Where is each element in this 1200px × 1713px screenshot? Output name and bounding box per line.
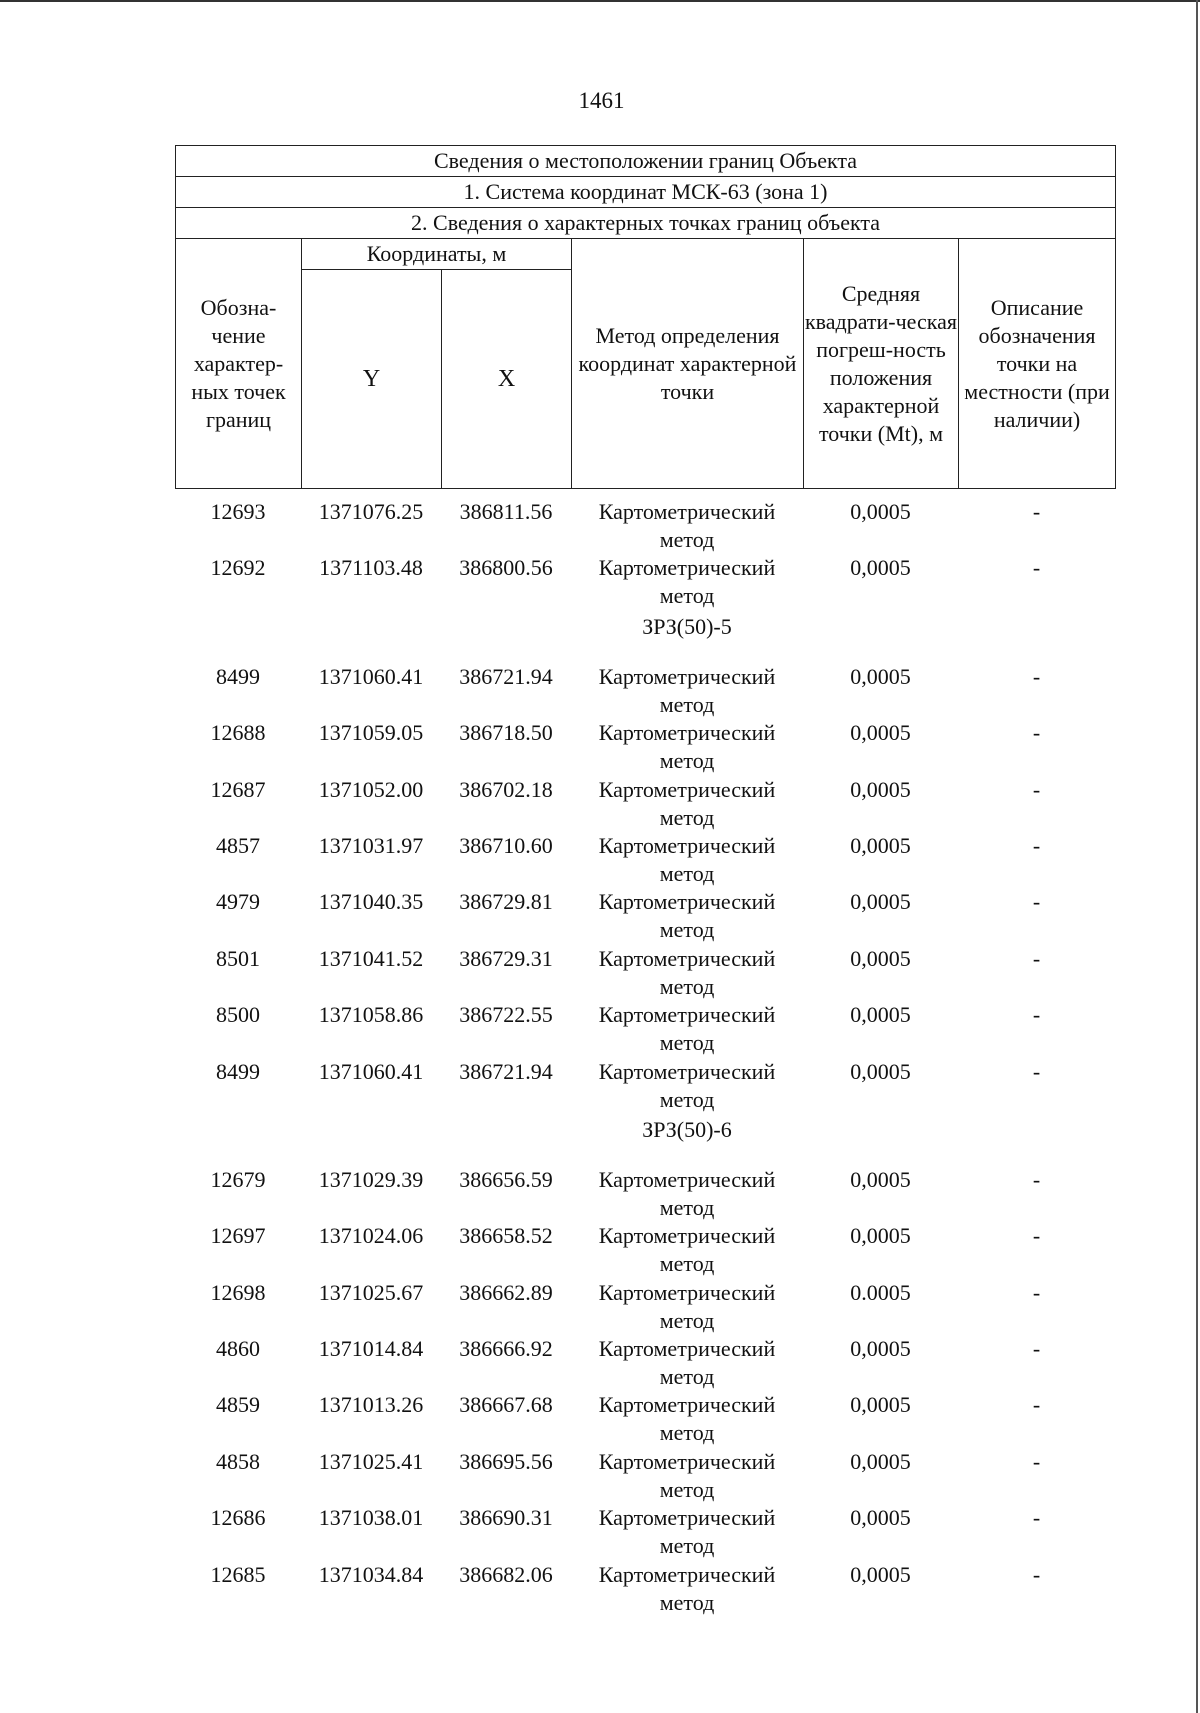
description: -	[1032, 1336, 1041, 1362]
method: Картометрический метод	[598, 1392, 776, 1446]
row-group-2	[175, 663, 1115, 1114]
error-mt: 0,0005	[850, 1336, 911, 1362]
description: -	[1032, 663, 1041, 689]
coord-x: 386702.18	[459, 776, 553, 802]
table-row	[175, 1058, 1115, 1114]
point-id: 12686	[210, 1505, 266, 1531]
col-description: Описание обозначения точки на местности (при наличии)	[959, 239, 1116, 489]
coord-x: 386800.56	[459, 555, 553, 581]
coord-x: 386690.31	[459, 1505, 553, 1531]
table-row	[175, 663, 1115, 719]
error-mt: 0,0005	[850, 776, 911, 802]
coord-x: 386729.31	[459, 945, 553, 971]
table-row	[175, 945, 1115, 1001]
description: -	[1032, 776, 1041, 802]
col-designation: Обозна-чение характер-ных точек границ	[176, 239, 302, 489]
description: -	[1032, 1223, 1041, 1249]
coord-y: 1371031.97	[318, 832, 424, 858]
method: Картометрический метод	[598, 1336, 776, 1390]
table-row	[175, 1166, 1115, 1222]
col-method: Метод определения координат характерной точки	[572, 239, 804, 489]
section-heading	[175, 1114, 1115, 1166]
row-group-1	[175, 498, 1115, 611]
description: -	[1032, 1392, 1041, 1418]
method: Картометрический метод	[598, 832, 776, 886]
table-row	[175, 888, 1115, 944]
method: Картометрический метод	[598, 499, 776, 552]
description: -	[1032, 1002, 1041, 1028]
point-id: 12698	[210, 1279, 266, 1305]
coord-y: 1371034.84	[318, 1561, 424, 1587]
table-row	[175, 776, 1115, 832]
method: Картометрический метод	[598, 1166, 776, 1220]
error-mt: 0,0005	[850, 663, 911, 689]
row-group-3	[175, 1166, 1115, 1617]
header-table	[175, 145, 1116, 489]
coord-y: 1371040.35	[318, 889, 424, 915]
error-mt: 0,0005	[850, 720, 911, 746]
method: Картометрический метод	[598, 889, 776, 943]
method: Картометрический метод	[598, 1058, 776, 1112]
description: -	[1032, 1561, 1041, 1587]
table-row	[175, 1391, 1115, 1447]
error-mt: 0,0005	[850, 945, 911, 971]
error-mt: 0.0005	[850, 1279, 911, 1305]
error-mt: 0,0005	[850, 1223, 911, 1249]
point-id: 8501	[216, 945, 260, 971]
point-id: 12679	[210, 1166, 266, 1192]
table-row	[175, 1001, 1115, 1057]
description: -	[1032, 1505, 1041, 1531]
description: -	[1032, 1166, 1041, 1192]
method: Картометрический метод	[598, 1505, 776, 1559]
method: Картометрический метод	[598, 776, 776, 830]
method: Картометрический метод	[598, 1223, 776, 1277]
coordinate-system: 1. Система координат МСК-63 (зона 1)	[176, 177, 1116, 208]
table-row	[175, 1561, 1115, 1617]
coord-y: 1371025.41	[318, 1448, 424, 1474]
coord-y: 1371059.05	[318, 720, 424, 746]
coord-x: 386682.06	[459, 1561, 553, 1587]
coord-x: 386729.81	[459, 889, 553, 915]
col-x: X	[442, 270, 572, 489]
point-id: 12692	[210, 555, 266, 581]
point-id: 12688	[210, 720, 266, 746]
description: -	[1032, 1058, 1041, 1084]
description: -	[1032, 889, 1041, 915]
point-id: 8499	[216, 663, 260, 689]
coord-x: 386721.94	[459, 1058, 553, 1084]
coord-x: 386695.56	[459, 1448, 553, 1474]
coord-x: 386658.52	[459, 1223, 553, 1249]
coord-y: 1371029.39	[318, 1166, 424, 1192]
coord-y: 1371103.48	[319, 555, 423, 581]
error-mt: 0,0005	[850, 499, 911, 524]
coord-x: 386710.60	[459, 832, 553, 858]
description: -	[1032, 1448, 1041, 1474]
point-id: 12697	[210, 1223, 266, 1249]
coord-x: 386656.59	[459, 1166, 553, 1192]
col-error: Средняя квадрати-ческая погреш-ность положения характерной точки (Mt), м	[804, 239, 959, 489]
table-title: Сведения о местоположении границ Объекта	[176, 146, 1116, 177]
scan-edge-right	[1196, 0, 1198, 1713]
error-mt: 0,0005	[850, 889, 911, 915]
coord-y: 1371013.26	[318, 1392, 424, 1418]
coord-y: 1371041.52	[318, 945, 424, 971]
coord-x: 386662.89	[459, 1279, 553, 1305]
method: Картометрический метод	[598, 1279, 776, 1333]
description: -	[1032, 832, 1041, 858]
method: Картометрический метод	[598, 555, 776, 609]
method: Картометрический метод	[598, 945, 776, 999]
col-y: Y	[302, 270, 442, 489]
section-title: ЗРЗ(50)-5	[642, 613, 732, 639]
error-mt: 0,0005	[850, 1561, 911, 1587]
error-mt: 0,0005	[850, 1166, 911, 1192]
table-row	[175, 1222, 1115, 1278]
coord-x: 386667.68	[459, 1392, 553, 1418]
page-number: 1461	[578, 88, 625, 113]
error-mt: 0,0005	[850, 832, 911, 858]
coord-x: 386811.56	[459, 499, 553, 524]
table-row	[175, 498, 1115, 554]
description: -	[1032, 499, 1041, 524]
coord-y: 1371014.84	[318, 1336, 424, 1362]
col-coordinates: Координаты, м	[302, 239, 572, 270]
table-row	[175, 554, 1115, 610]
point-id: 4858	[216, 1448, 260, 1474]
method: Картометрический метод	[598, 1002, 776, 1056]
point-id: 8500	[216, 1002, 260, 1028]
table-row	[175, 1279, 1115, 1335]
point-id: 12685	[210, 1561, 266, 1587]
error-mt: 0,0005	[850, 1448, 911, 1474]
method: Картометрический метод	[598, 720, 776, 774]
coord-y: 1371038.01	[318, 1505, 424, 1531]
error-mt: 0,0005	[850, 1058, 911, 1084]
coord-y: 1371076.25	[318, 499, 424, 524]
coord-y: 1371052.00	[318, 776, 424, 802]
point-id: 4859	[216, 1392, 260, 1418]
method: Картометрический метод	[598, 1448, 776, 1502]
method: Картометрический метод	[598, 663, 776, 717]
point-id: 4857	[216, 832, 260, 858]
section-heading	[175, 611, 1115, 663]
description: -	[1032, 555, 1041, 581]
point-id: 12687	[210, 776, 266, 802]
point-id: 8499	[216, 1058, 260, 1084]
table-row	[175, 1448, 1115, 1504]
data-rows	[175, 498, 1115, 1617]
table-row	[175, 832, 1115, 888]
coord-y: 1371058.86	[318, 1002, 424, 1028]
point-id: 12693	[210, 499, 266, 524]
table-row	[175, 1335, 1115, 1391]
error-mt: 0,0005	[850, 1392, 911, 1418]
coord-y: 1371024.06	[318, 1223, 424, 1249]
method: Картометрический метод	[598, 1561, 776, 1615]
error-mt: 0,0005	[850, 1505, 911, 1531]
scan-edge-top	[0, 0, 1200, 2]
table-row	[175, 719, 1115, 775]
coord-x: 386721.94	[459, 663, 553, 689]
coord-y: 1371060.41	[318, 1058, 424, 1084]
coord-x: 386666.92	[459, 1336, 553, 1362]
description: -	[1032, 1279, 1041, 1305]
coord-x: 386718.50	[459, 720, 553, 746]
description: -	[1032, 720, 1041, 746]
point-id: 4860	[216, 1336, 260, 1362]
section-title: ЗРЗ(50)-6	[642, 1116, 732, 1142]
coord-y: 1371060.41	[318, 663, 424, 689]
error-mt: 0,0005	[850, 555, 911, 581]
points-title: 2. Сведения о характерных точках границ объекта	[176, 208, 1116, 239]
coord-x: 386722.55	[459, 1002, 553, 1028]
coord-y: 1371025.67	[318, 1279, 424, 1305]
error-mt: 0,0005	[850, 1002, 911, 1028]
point-id: 4979	[216, 889, 260, 915]
table-row	[175, 1504, 1115, 1560]
description: -	[1032, 945, 1041, 971]
